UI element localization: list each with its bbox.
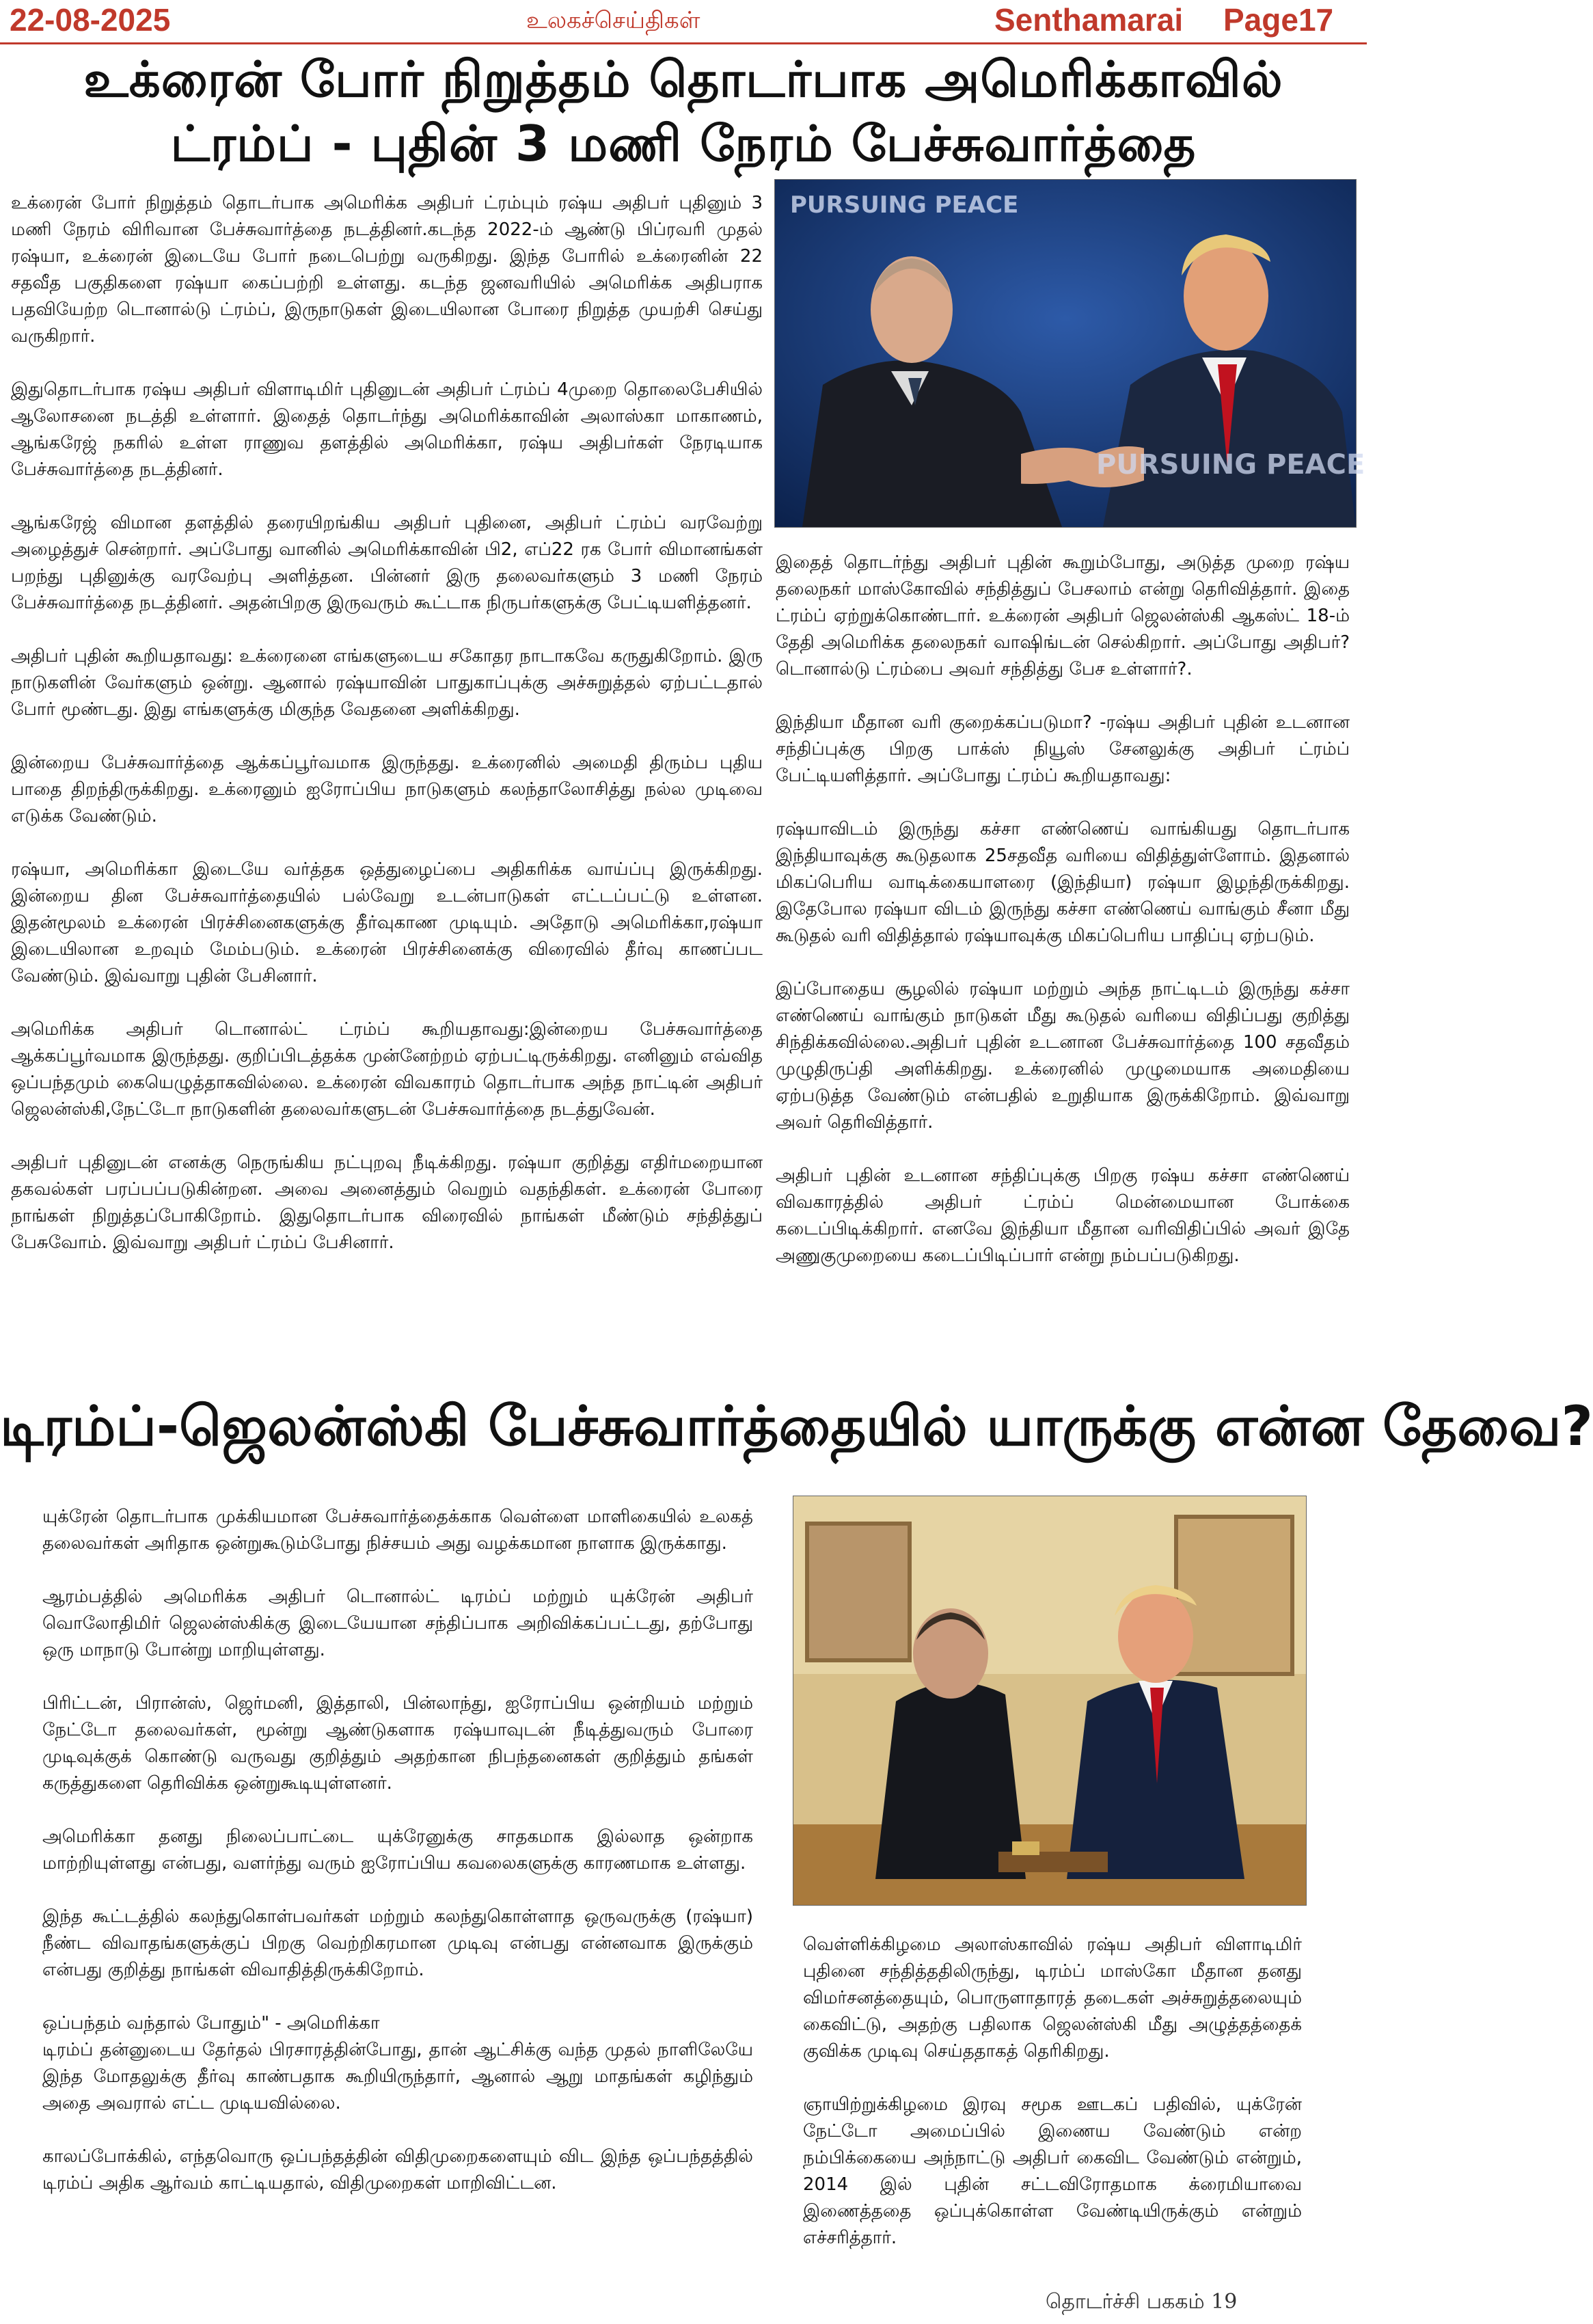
story2-paragraph: அமெரிக்கா தனது நிலைப்பாட்டை யுக்ரேனுக்கு சாதகமாக இல்லாத ஒன்றாக மாற்றியுள்ளது என்பது, வளர்ந்து வரும் ஐரோப்பிய கவலைகளுக்கு காரணமாக உள்ளது.	[42, 1826, 753, 1874]
photo-sign-top: PURSUING PEACE	[790, 191, 1019, 219]
story2-left-column	[42, 1504, 753, 2224]
putin-trump-handshake-photo	[774, 179, 1365, 528]
story1-headline-line2: ட்ரம்ப் - புதின் 3 மணி நேரம் பேச்சுவார்த்தை	[170, 115, 1197, 172]
story1-paragraph: அமெரிக்க அதிபர் டொனால்ட் ட்ரம்ப் கூறியதாவது:இன்றைய பேச்சுவார்த்தை ஆக்கப்பூர்வமாக இருந்தது. குறிப்பிடத்தக்க முன்னேற்றம் ஏற்பட்டிருக்கிறது. எனினும் எவ்வித ஒப்பந்தமும் கையெழுத்தாகவில்லை. உக்ரைன் விவகாரம் தொடர்பாக அந்த நாட்டின் அதிபர் ஜெலன்ஸ்கி,நேட்டோ நாடுகளின் தலைவர்களுடன் பேச்சுவார்த்தை நடத்துவேன்.	[11, 1019, 763, 1120]
story1-paragraph: உக்ரைன் போர் நிறுத்தம் தொடர்பாக அமெரிக்க அதிபர் ட்ரம்பும் ரஷ்ய அதிபர் புதினும் 3 மணி நேரம் விரிவான பேச்சுவார்த்தை நடத்தினர்.கடந்த 2022-ம் ஆண்டு பிப்ரவரி முதல் ரஷ்யா, உக்ரைன் இடையே போர் நடைபெற்று வருகிறது. இந்த போரில் உக்ரைனின் 22 சதவீத பகுதிகளை ரஷ்யா கைப்பற்றி உள்ளது. கடந்த ஜனவரியில் அமெரிக்க அதிபராக பதவியேற்ற டொனால்டு ட்ரம்ப், இருநாடுகள் இடையிலான போரை நிறுத்த முயற்சி செய்து வருகிறார்.	[11, 193, 763, 347]
story1-paragraph: ஆங்கரேஜ் விமான தளத்தில் தரையிறங்கிய அதிபர் புதினை, அதிபர் ட்ரம்ப் வரவேற்று அழைத்துச் சென்றார். அப்போது வானில் அமெரிக்காவின் பி2, எப்22 ரக போர் விமானங்கள் பறந்து புதினுக்கு வரவேற்பு அளித்தன. பின்னர் இரு தலைவர்களும் 3 மணி நேரம் பேச்சுவார்த்தை நடத்தினர். அதன்பிறகு இருவரும் கூட்டாக நிருபர்களுக்கு பேட்டியளித்தனர்.	[11, 513, 763, 613]
story2-headline: டிரம்ப்-ஜெலன்ஸ்கி பேச்சுவார்த்தையில் யாருக்கு என்ன தேவை?	[0, 1394, 1593, 1458]
story2-paragraph: வெள்ளிக்கிழமை அலாஸ்காவில் ரஷ்ய அதிபர் விளாடிமிர் புதினை சந்தித்ததிலிருந்து, டிரம்ப் மாஸ்கோ மீதான தனது விமர்சனத்தையும், பொருளாதாரத் தடைகள் அச்சுறுத்தலையும் கைவிட்டு, அதற்கு பதிலாக ஜெலன்ஸ்கி மீது அழுத்தத்தைக் குவிக்க முடிவு செய்ததாகத் தெரிகிறது.	[803, 1934, 1302, 2062]
story1-paragraph: அதிபர் புதின் கூறியதாவது: உக்ரைனை எங்களுடைய சகோதர நாடாகவே கருதுகிறோம். இரு நாடுகளின் வேர்களும் ஒன்று. ஆனால் ரஷ்யாவின் பாதுகாப்புக்கு அச்சுறுத்தல் ஏற்பட்டதால் போர் மூண்டது. இது எங்களுக்கு மிகுந்த வேதனை அளிக்கிறது.	[11, 646, 763, 720]
story2-subheading: ஒப்பந்தம் வந்தால் போதும்" - அமெரிக்கா	[42, 2013, 380, 2033]
story1-paragraph: ரஷ்யா, அமெரிக்கா இடையே வர்த்தக ஒத்துழைப்பை அதிகரிக்க வாய்ப்பு இருக்கிறது. இன்றைய தின பேச்சுவார்த்தையில் பல்வேறு உடன்பாடுகள் எட்டப்பட்டு உள்ளன. இதன்மூலம் உக்ரைன் பிரச்சினைகளுக்கு தீர்வுகாண முடியும். அதோடு அமெரிக்கா,ரஷ்யா இடையிலான உறவும் மேம்படும். உக்ரைன் பிரச்சினைக்கு விரைவில் தீர்வு காணப்பட வேண்டும். இவ்வாறு புதின் பேசினார்.	[11, 859, 763, 986]
story1-headline-line1: உக்ரைன் போர் நிறுத்தம் தொடர்பாக அமெரிக்காவில்	[83, 51, 1283, 108]
page-number: Page17	[1223, 2, 1334, 38]
story1-right-column	[776, 550, 1350, 1296]
photo-sign-bottom: PURSUING PEACE	[1096, 449, 1365, 481]
issue-date: 22-08-2025	[10, 2, 171, 38]
story1-paragraph: அதிபர் புதின் உடனான சந்திப்புக்கு பிறகு ரஷ்ய கச்சா எண்ணெய் விவகாரத்தில் அதிபர் ட்ரம்ப் மென்மையான போக்கை கடைப்பிடிக்கிறார். எனவே இந்தியா மீதான வரிவிதிப்பில் அவர் இதே அணுகுமுறையை கடைப்பிடிப்பார் என்று நம்பப்படுகிறது.	[776, 1165, 1350, 1266]
story2-paragraph: பிரிட்டன், பிரான்ஸ், ஜெர்மனி, இத்தாலி, பின்லாந்து, ஐரோப்பிய ஒன்றியம் மற்றும் நேட்டோ தலைவர்கள், மூன்று ஆண்டுகளாக ரஷ்யாவுடன் நீடித்துவரும் போரை முடிவுக்குக் கொண்டு வருவது குறித்தும் அதற்கான நிபந்தனைகள் குறித்தும் தங்கள் கருத்துகளை தெரிவிக்க ஒன்றுகூடியுள்ளனர்.	[42, 1693, 753, 1794]
story1-left-column	[11, 190, 763, 1283]
story2-paragraph: இந்த கூட்டத்தில் கலந்துகொள்பவர்கள் மற்றும் கலந்துகொள்ளாத ஒருவருக்கு (ரஷ்யா) நீண்ட விவாதங்களுக்குப் பிறகு வெற்றிகரமான முடிவு என்பது என்னவாக இருக்கும் என்பது குறித்து நாங்கள் விவாதித்திருக்கிறோம்.	[42, 1906, 753, 1980]
story2-paragraph: ஆரம்பத்தில் அமெரிக்க அதிபர் டொனால்ட் டிரம்ப் மற்றும் யுக்ரேன் அதிபர் வொலோதிமிர் ஜெலன்ஸ்கிக்கு இடையேயான சந்திப்பாக அறிவிக்கப்பட்டது, தற்போது ஒரு மாநாடு போன்று மாறியுள்ளது.	[42, 1586, 753, 1660]
story1-paragraph: இப்போதைய சூழலில் ரஷ்யா மற்றும் அந்த நாட்டிடம் இருந்து கச்சா எண்ணெய் வாங்கும் நாடுகள் மீது கூடுதல் வரியை விதிப்பது குறித்து சிந்திக்கவில்லை.அதிபர் புதின் உடனான பேச்சுவார்த்தை 100 சதவீதம் முழுதிருப்தி அளிக்கிறது. உக்ரைனில் முழுமையாக அமைதியை ஏற்படுத்த வேண்டும் என்பதில் உறுதியாக இருக்கிறோம். இவ்வாறு அவர் தெரிவித்தார்.	[776, 979, 1350, 1133]
continued-on-page: தொடர்ச்சி பககம் 19	[1046, 2290, 1238, 2314]
story2-paragraph: டிரம்ப் தன்னுடைய தேர்தல் பிரசாரத்தின்போது, தான் ஆட்சிக்கு வந்த முதல் நாளிலேயே இந்த மோதலுக்கு தீர்வு காண்பதாக கூறியிருந்தார், ஆனால் ஆறு மாதங்கள் கழிந்தும் அதை அவரால் எட்ட முடியவில்லை.	[42, 2040, 753, 2113]
story1-paragraph: இதுதொடர்பாக ரஷ்ய அதிபர் விளாடிமிர் புதினுடன் அதிபர் ட்ரம்ப் 4முறை தொலைபேசியில் ஆலோசனை நடத்தி உள்ளார். இதைத் தொடர்ந்து அமெரிக்காவின் அலாஸ்கா மாகாணம், ஆங்கரேஜ் நகரில் உள்ள ராணுவ தளத்தில் அமெரிக்கா, ரஷ்ய அதிபர்கள் நேரடியாக பேச்சுவார்த்தை நடத்தினர்.	[11, 379, 763, 480]
zelensky-trump-meeting-photo	[793, 1496, 1307, 1906]
story1-paragraph: இந்தியா மீதான வரி குறைக்கப்படுமா? -ரஷ்ய அதிபர் புதின் உடனான சந்திப்புக்கு பிறகு பாக்ஸ் நியூஸ் சேனலுக்கு அதிபர் ட்ரம்ப் பேட்டியளித்தார். அப்போது ட்ரம்ப் கூறியதாவது:	[776, 712, 1350, 786]
story2-paragraph: காலப்போக்கில், எந்தவொரு ஒப்பந்தத்தின் விதிமுறைகளையும் விட இந்த ஒப்பந்தத்தில் டிரம்ப் அதிக ஆர்வம் காட்டியதால், விதிமுறைகள் மாறிவிட்டன.	[42, 2146, 753, 2193]
newspaper-name: Senthamarai	[994, 2, 1184, 38]
story2-paragraph: ஞாயிற்றுக்கிழமை இரவு சமூக ஊடகப் பதிவில், யுக்ரேன் நேட்டோ அமைப்பில் இணைய வேண்டும் என்ற நம்பிக்கையை அந்நாட்டு அதிபர் கைவிட வேண்டும் என்றும், 2014 இல் புதின் சட்டவிரோதமாக க்ரைமியாவை இணைத்ததை ஒப்புக்கொள்ள வேண்டியிருக்கும் என்றும் எச்சரித்தார்.	[803, 2094, 1302, 2248]
story1-paragraph: அதிபர் புதினுடன் எனக்கு நெருங்கிய நட்புறவு நீடிக்கிறது. ரஷ்யா குறித்து எதிர்மறையான தகவல்கள் பரப்பப்படுகின்றன. அவை அனைத்தும் வெறும் வதந்திகள். உக்ரைன் போரை நாங்கள் நிறுத்தப்போகிறோம். இதுதொடர்பாக விரைவில் நாங்கள் மீண்டும் சந்தித்துப் பேசுவோம். இவ்வாறு அதிபர் ட்ரம்ப் பேசினார்.	[11, 1152, 763, 1253]
header-rule	[0, 42, 1367, 44]
story2-right-column	[803, 1932, 1302, 2278]
story1-paragraph: இன்றைய பேச்சுவார்த்தை ஆக்கப்பூர்வமாக இருந்தது. உக்ரைனில் அமைதி திரும்ப புதிய பாதை திறந்திருக்கிறது. உக்ரைனும் ஐரோப்பிய நாடுகளும் கலந்தாலோசித்து நல்ல முடிவை எடுக்க வேண்டும்.	[11, 753, 763, 826]
section-title: உலகச்செய்திகள்	[526, 7, 700, 34]
story2-paragraph: யுக்ரேன் தொடர்பாக முக்கியமான பேச்சுவார்த்தைக்காக வெள்ளை மாளிகையில் உலகத் தலைவர்கள் அரிதாக ஒன்றுகூடும்போது நிச்சயம் அது வழக்கமான நாளாக இருக்காது.	[42, 1506, 753, 1554]
story1-paragraph: ரஷ்யாவிடம் இருந்து கச்சா எண்ணெய் வாங்கியது தொடர்பாக இந்தியாவுக்கு கூடுதலாக 25சதவீத வரியை விதித்துள்ளோம். இதனால் மிகப்பெரிய வாடிக்கையாளரை (இந்தியா) ரஷ்யா இழந்திருக்கிறது. இதேபோல ரஷ்யா விடம் இருந்து கச்சா எண்ணெய் வாங்கும் சீனா மீது கூடுதல் வரி விதித்தால் ரஷ்யாவுக்கு மிகப்பெரிய பாதிப்பு ஏற்படும்.	[776, 819, 1350, 946]
story1-paragraph: இதைத் தொடர்ந்து அதிபர் புதின் கூறும்போது, அடுத்த முறை ரஷ்ய தலைநகர் மாஸ்கோவில் சந்தித்துப் பேசலாம் என்று தெரிவித்தார். இதை ட்ரம்ப் ஏற்றுக்கொண்டார். உக்ரைன் அதிபர் ஜெலன்ஸ்கி ஆகஸ்ட் 18-ம் தேதி அமெரிக்க தலைநகர் வாஷிங்டன் செல்கிறார். அப்போது அதிபர்? டொனால்டு ட்ரம்பை அவர் சந்தித்து பேச உள்ளார்?.	[776, 552, 1350, 679]
